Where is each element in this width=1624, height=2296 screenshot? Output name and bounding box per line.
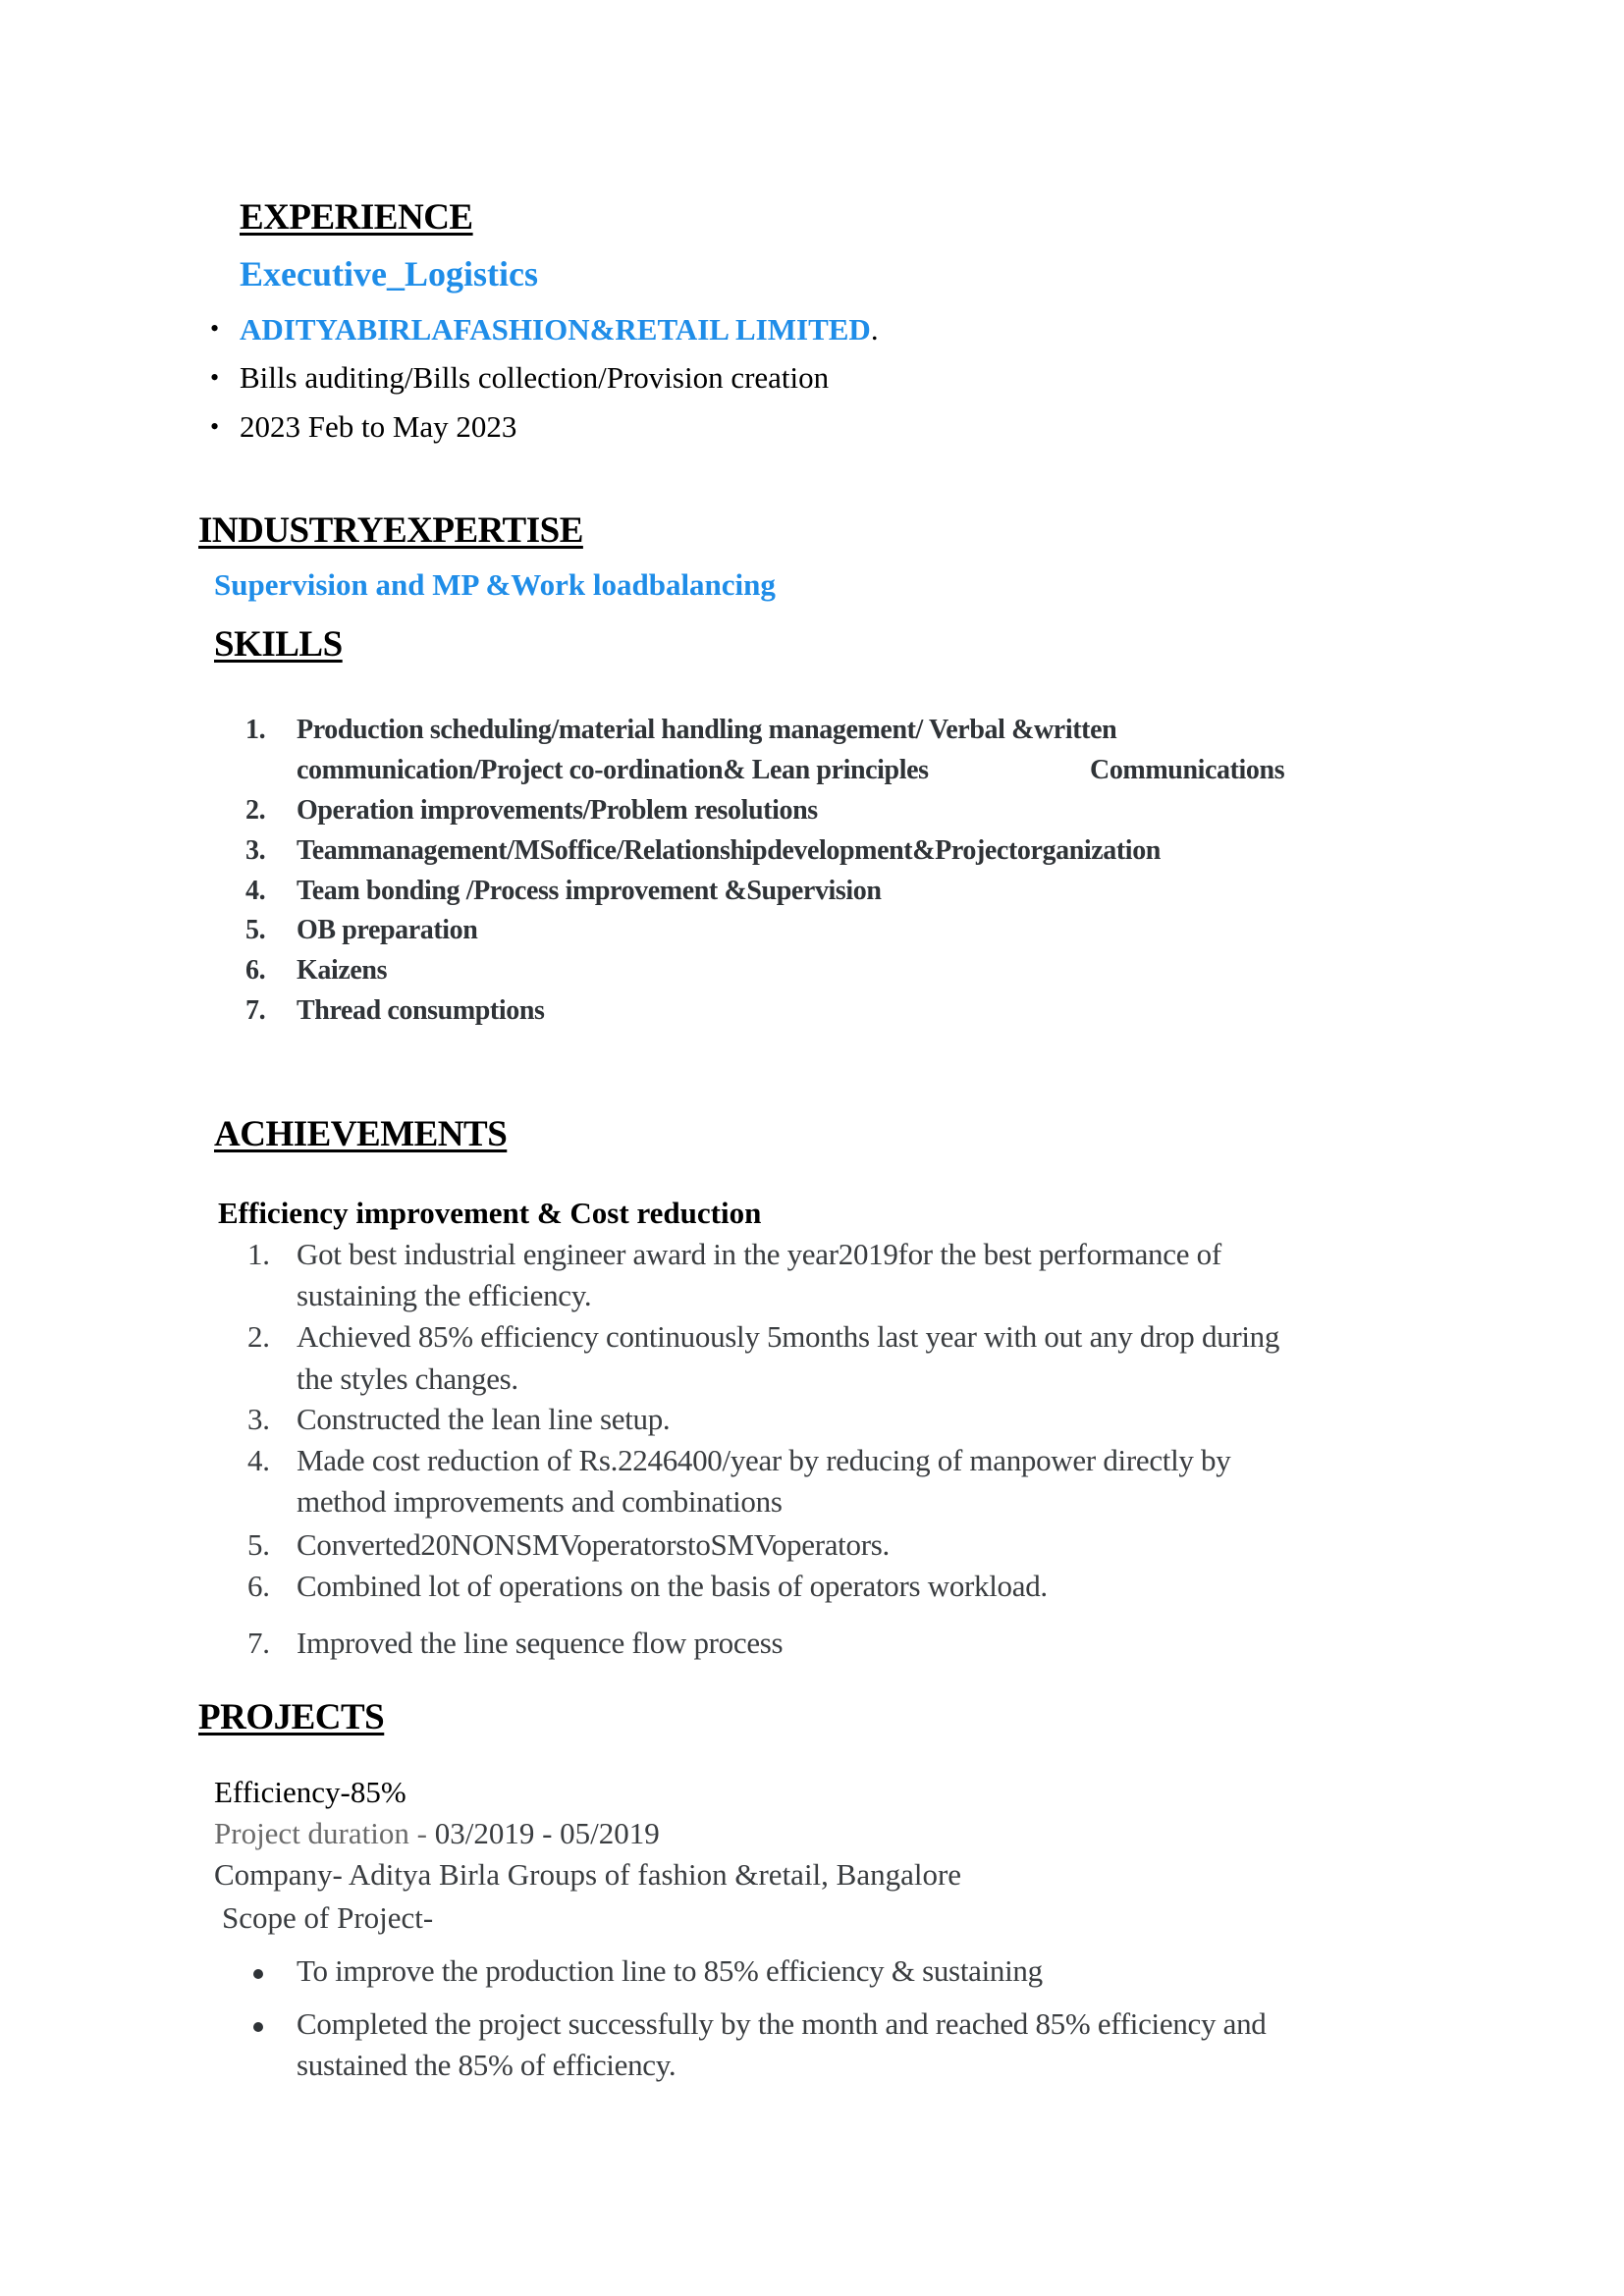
projects-heading: PROJECTS xyxy=(198,1697,385,1737)
project-duration-value: 03/2019 - 05/2019 xyxy=(434,1816,660,1850)
skill-number: 2. xyxy=(245,795,266,826)
scope-text: To improve the production line to 85% efficiency & sustaining xyxy=(297,1953,1043,1988)
project-scope-label: Scope of Project- xyxy=(222,1900,434,1935)
skill-number: 3. xyxy=(245,835,266,866)
skill-text-extra: Communications xyxy=(1090,755,1285,785)
scope-text: Completed the project successfully by the month and reached 85% efficiency and xyxy=(297,2006,1267,2041)
project-title: Efficiency-85% xyxy=(214,1775,406,1809)
achievements-heading: ACHIEVEMENTS xyxy=(214,1114,508,1154)
project-company: Company- Aditya Birla Groups of fashion &retail, Bangalore xyxy=(214,1857,962,1892)
achievement-text: Constructed the lean line setup. xyxy=(297,1402,671,1436)
bullet-icon: • xyxy=(210,363,220,392)
skill-text: Operation improvements/Problem resolutions xyxy=(297,795,818,826)
achievement-number: 5. xyxy=(247,1527,270,1562)
achievement-text: Made cost reduction of Rs.2246400/year by reducing of manpower directly by xyxy=(297,1443,1231,1477)
achievement-text: Improved the line sequence flow process xyxy=(297,1626,784,1660)
project-duration xyxy=(214,1816,660,1851)
experience-heading: EXPERIENCE xyxy=(240,197,473,238)
scope-text-continued: sustained the 85% of efficiency. xyxy=(297,2048,677,2082)
project-duration-label: Project duration - xyxy=(214,1816,435,1850)
achievement-number: 3. xyxy=(247,1402,270,1436)
bullet-icon: • xyxy=(210,412,220,441)
skills-heading: SKILLS xyxy=(214,624,343,665)
achievement-number: 4. xyxy=(247,1443,270,1477)
skill-number: 4. xyxy=(245,876,266,906)
skill-number: 5. xyxy=(245,915,266,945)
industry-expertise-heading: INDUSTRYEXPERTISE xyxy=(198,510,583,551)
achievement-text: Got best industrial engineer award in the year2019for the best performance of xyxy=(297,1237,1221,1271)
company-name-suffix: . xyxy=(870,312,879,347)
achievement-text-continued: the styles changes. xyxy=(297,1362,518,1396)
skill-number: 1. xyxy=(245,715,266,745)
achievement-number: 1. xyxy=(247,1237,270,1271)
job-role: Executive_Logistics xyxy=(240,254,538,294)
skill-text: OB preparation xyxy=(297,915,478,945)
achievement-number: 2. xyxy=(247,1319,270,1354)
achievement-text: Combined lot of operations on the basis of operators workload. xyxy=(297,1569,1048,1603)
skill-text: Team bonding /Process improvement &Supervision xyxy=(297,876,882,906)
skill-text: Production scheduling/material handling management/ Verbal &written xyxy=(297,715,1117,745)
skill-number: 7. xyxy=(245,995,266,1026)
achievement-text: Converted20NONSMVoperatorstoSMVoperators. xyxy=(297,1527,890,1562)
achievement-text: Achieved 85% efficiency continuously 5months last year with out any drop during xyxy=(297,1319,1280,1354)
bullet-icon xyxy=(253,2022,263,2032)
company-name xyxy=(240,312,879,347)
bullet-icon: • xyxy=(210,314,220,343)
achievements-subtitle: Efficiency improvement & Cost reduction xyxy=(218,1196,762,1230)
job-dates: 2023 Feb to May 2023 xyxy=(240,409,517,444)
skill-number: 6. xyxy=(245,955,266,986)
achievement-text-continued: method improvements and combinations xyxy=(297,1484,783,1519)
bullet-icon xyxy=(253,1969,263,1979)
skill-text: Thread consumptions xyxy=(297,995,545,1026)
achievement-number: 6. xyxy=(247,1569,270,1603)
job-responsibilities: Bills auditing/Bills collection/Provision creation xyxy=(240,360,830,395)
industry-expertise-text: Supervision and MP &Work loadbalancing xyxy=(214,567,776,602)
achievement-number: 7. xyxy=(247,1626,270,1660)
company-name-text: ADITYABIRLAFASHION&RETAIL LIMITED xyxy=(240,312,871,347)
skill-text: Kaizens xyxy=(297,955,388,986)
skill-text-continued: communication/Project co-ordination& Lean principles xyxy=(297,755,929,785)
skill-text: Teammanagement/MSoffice/Relationshipdevelopment&Projectorganization xyxy=(297,835,1161,866)
achievement-text-continued: sustaining the efficiency. xyxy=(297,1278,592,1312)
